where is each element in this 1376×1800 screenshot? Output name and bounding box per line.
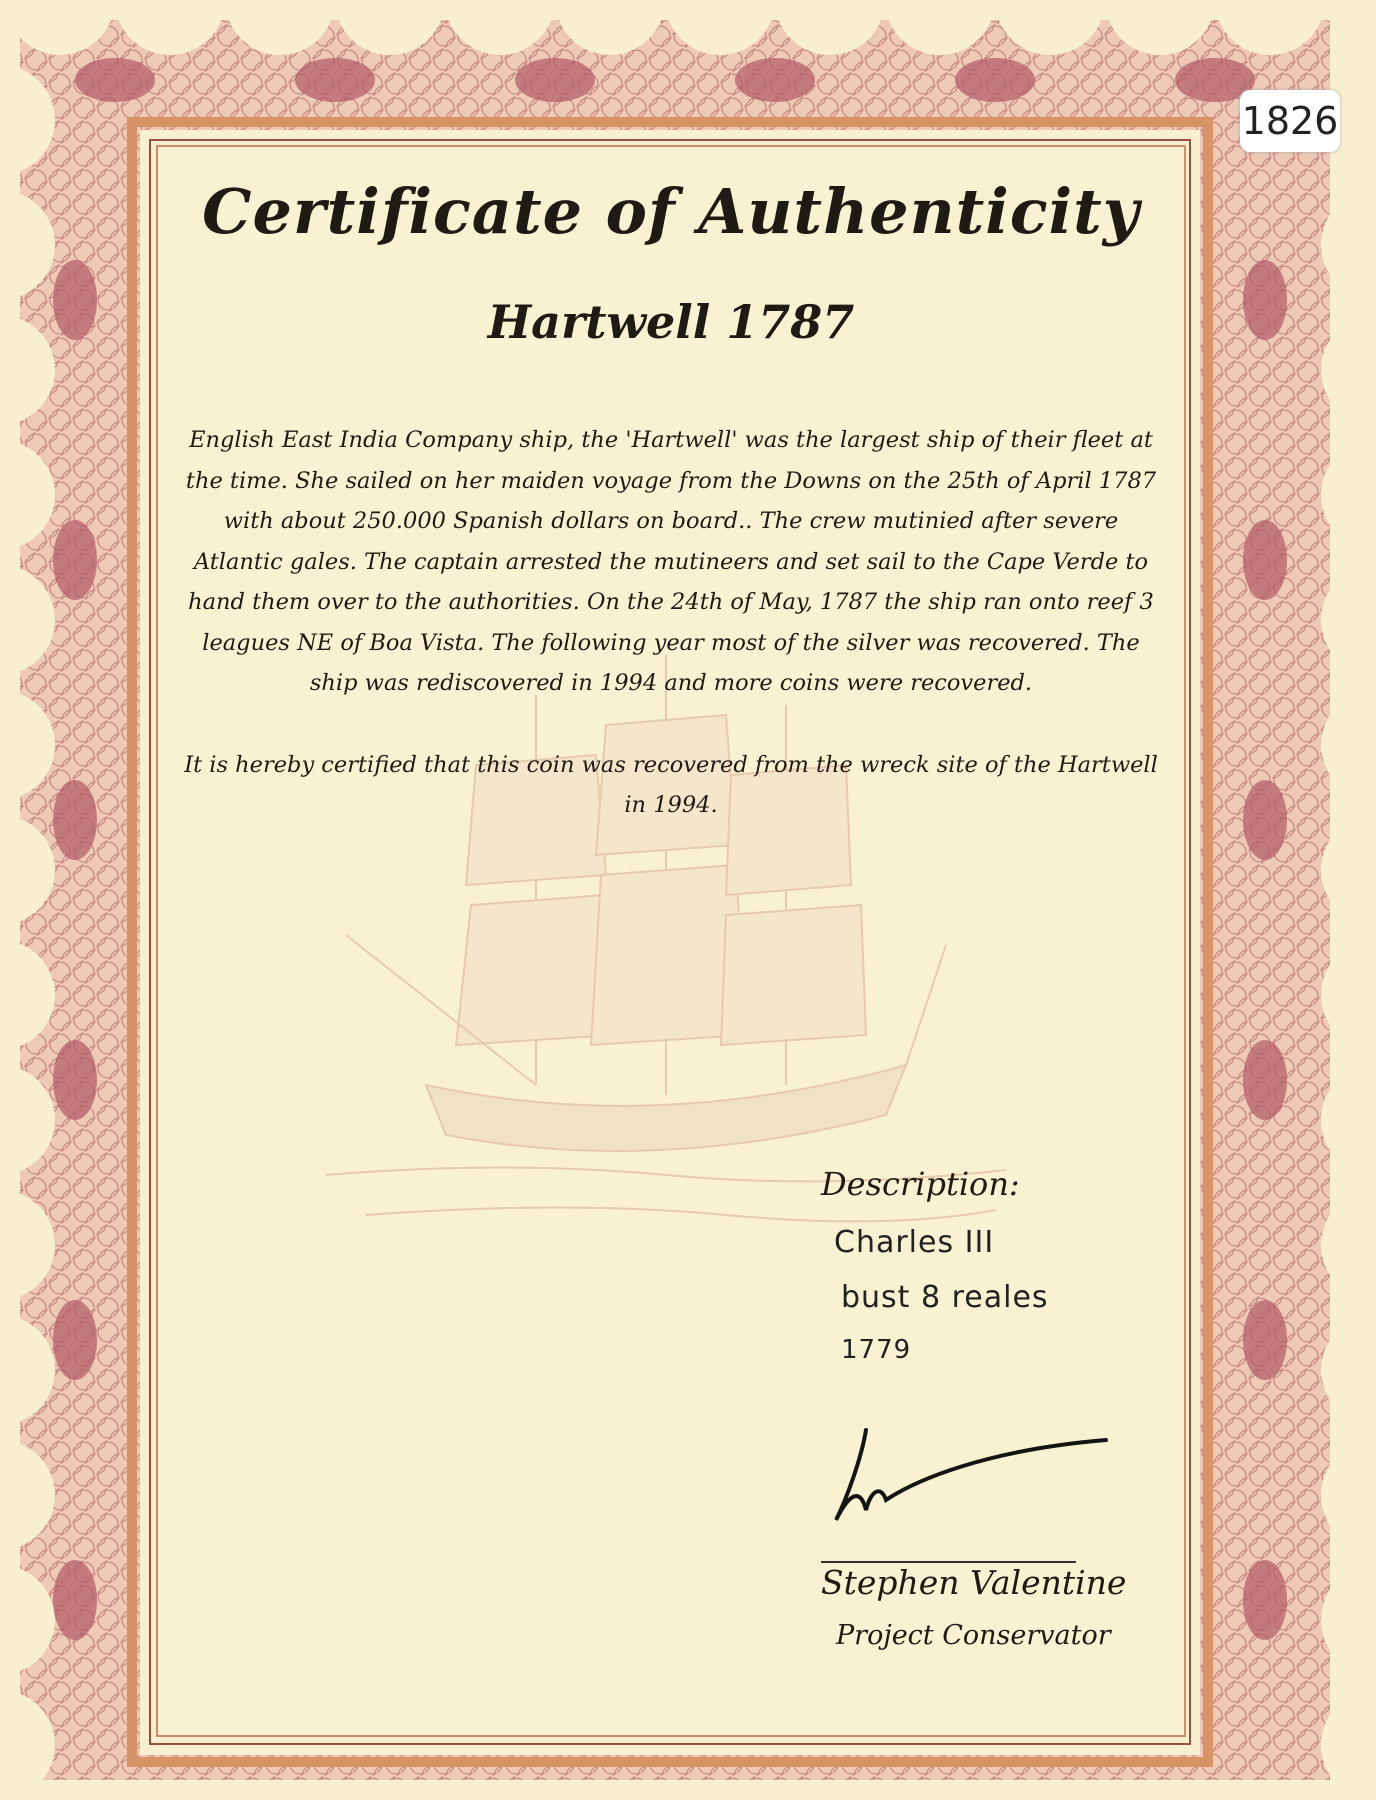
signer-title: Project Conservator <box>836 1620 1111 1651</box>
description-line: Charles III <box>834 1225 995 1260</box>
description-line: 1779 <box>841 1335 912 1365</box>
certification-statement: It is hereby certified that this coin was recovered from the wreck site of the Hartwell in 1994. <box>184 752 1158 818</box>
signature-icon <box>826 1420 1116 1540</box>
signer-name: Stephen Valentine <box>821 1563 1127 1602</box>
certificate-title: Certificate of Authenticity <box>202 175 1140 248</box>
history-paragraph: English East India Company ship, the 'Hartwell' was the largest ship of their fleet at the time. She sailed on her maiden voyage from the Downs on the 25th of April 1787 with about 250.000 Spanish dollars on board.. The crew mutinied after severe Atlantic gales. The captain arrested the mutineers and set sail to the Cape Verde to hand them over to the authorities. On the 24th of May, 1787 the ship ran onto reef 3 leagues NE of Boa Vista. The following year most of the silver was recovered. The ship was rediscovered in 1994 and more coins were recovered. <box>185 427 1157 696</box>
description-line: bust 8 reales <box>841 1280 1049 1315</box>
certificate-panel <box>156 145 1186 1737</box>
certificate-subtitle: Hartwell 1787 <box>487 295 855 349</box>
description-label: Description: <box>821 1165 1020 1203</box>
inventory-number-label: 1826 <box>1240 90 1340 152</box>
